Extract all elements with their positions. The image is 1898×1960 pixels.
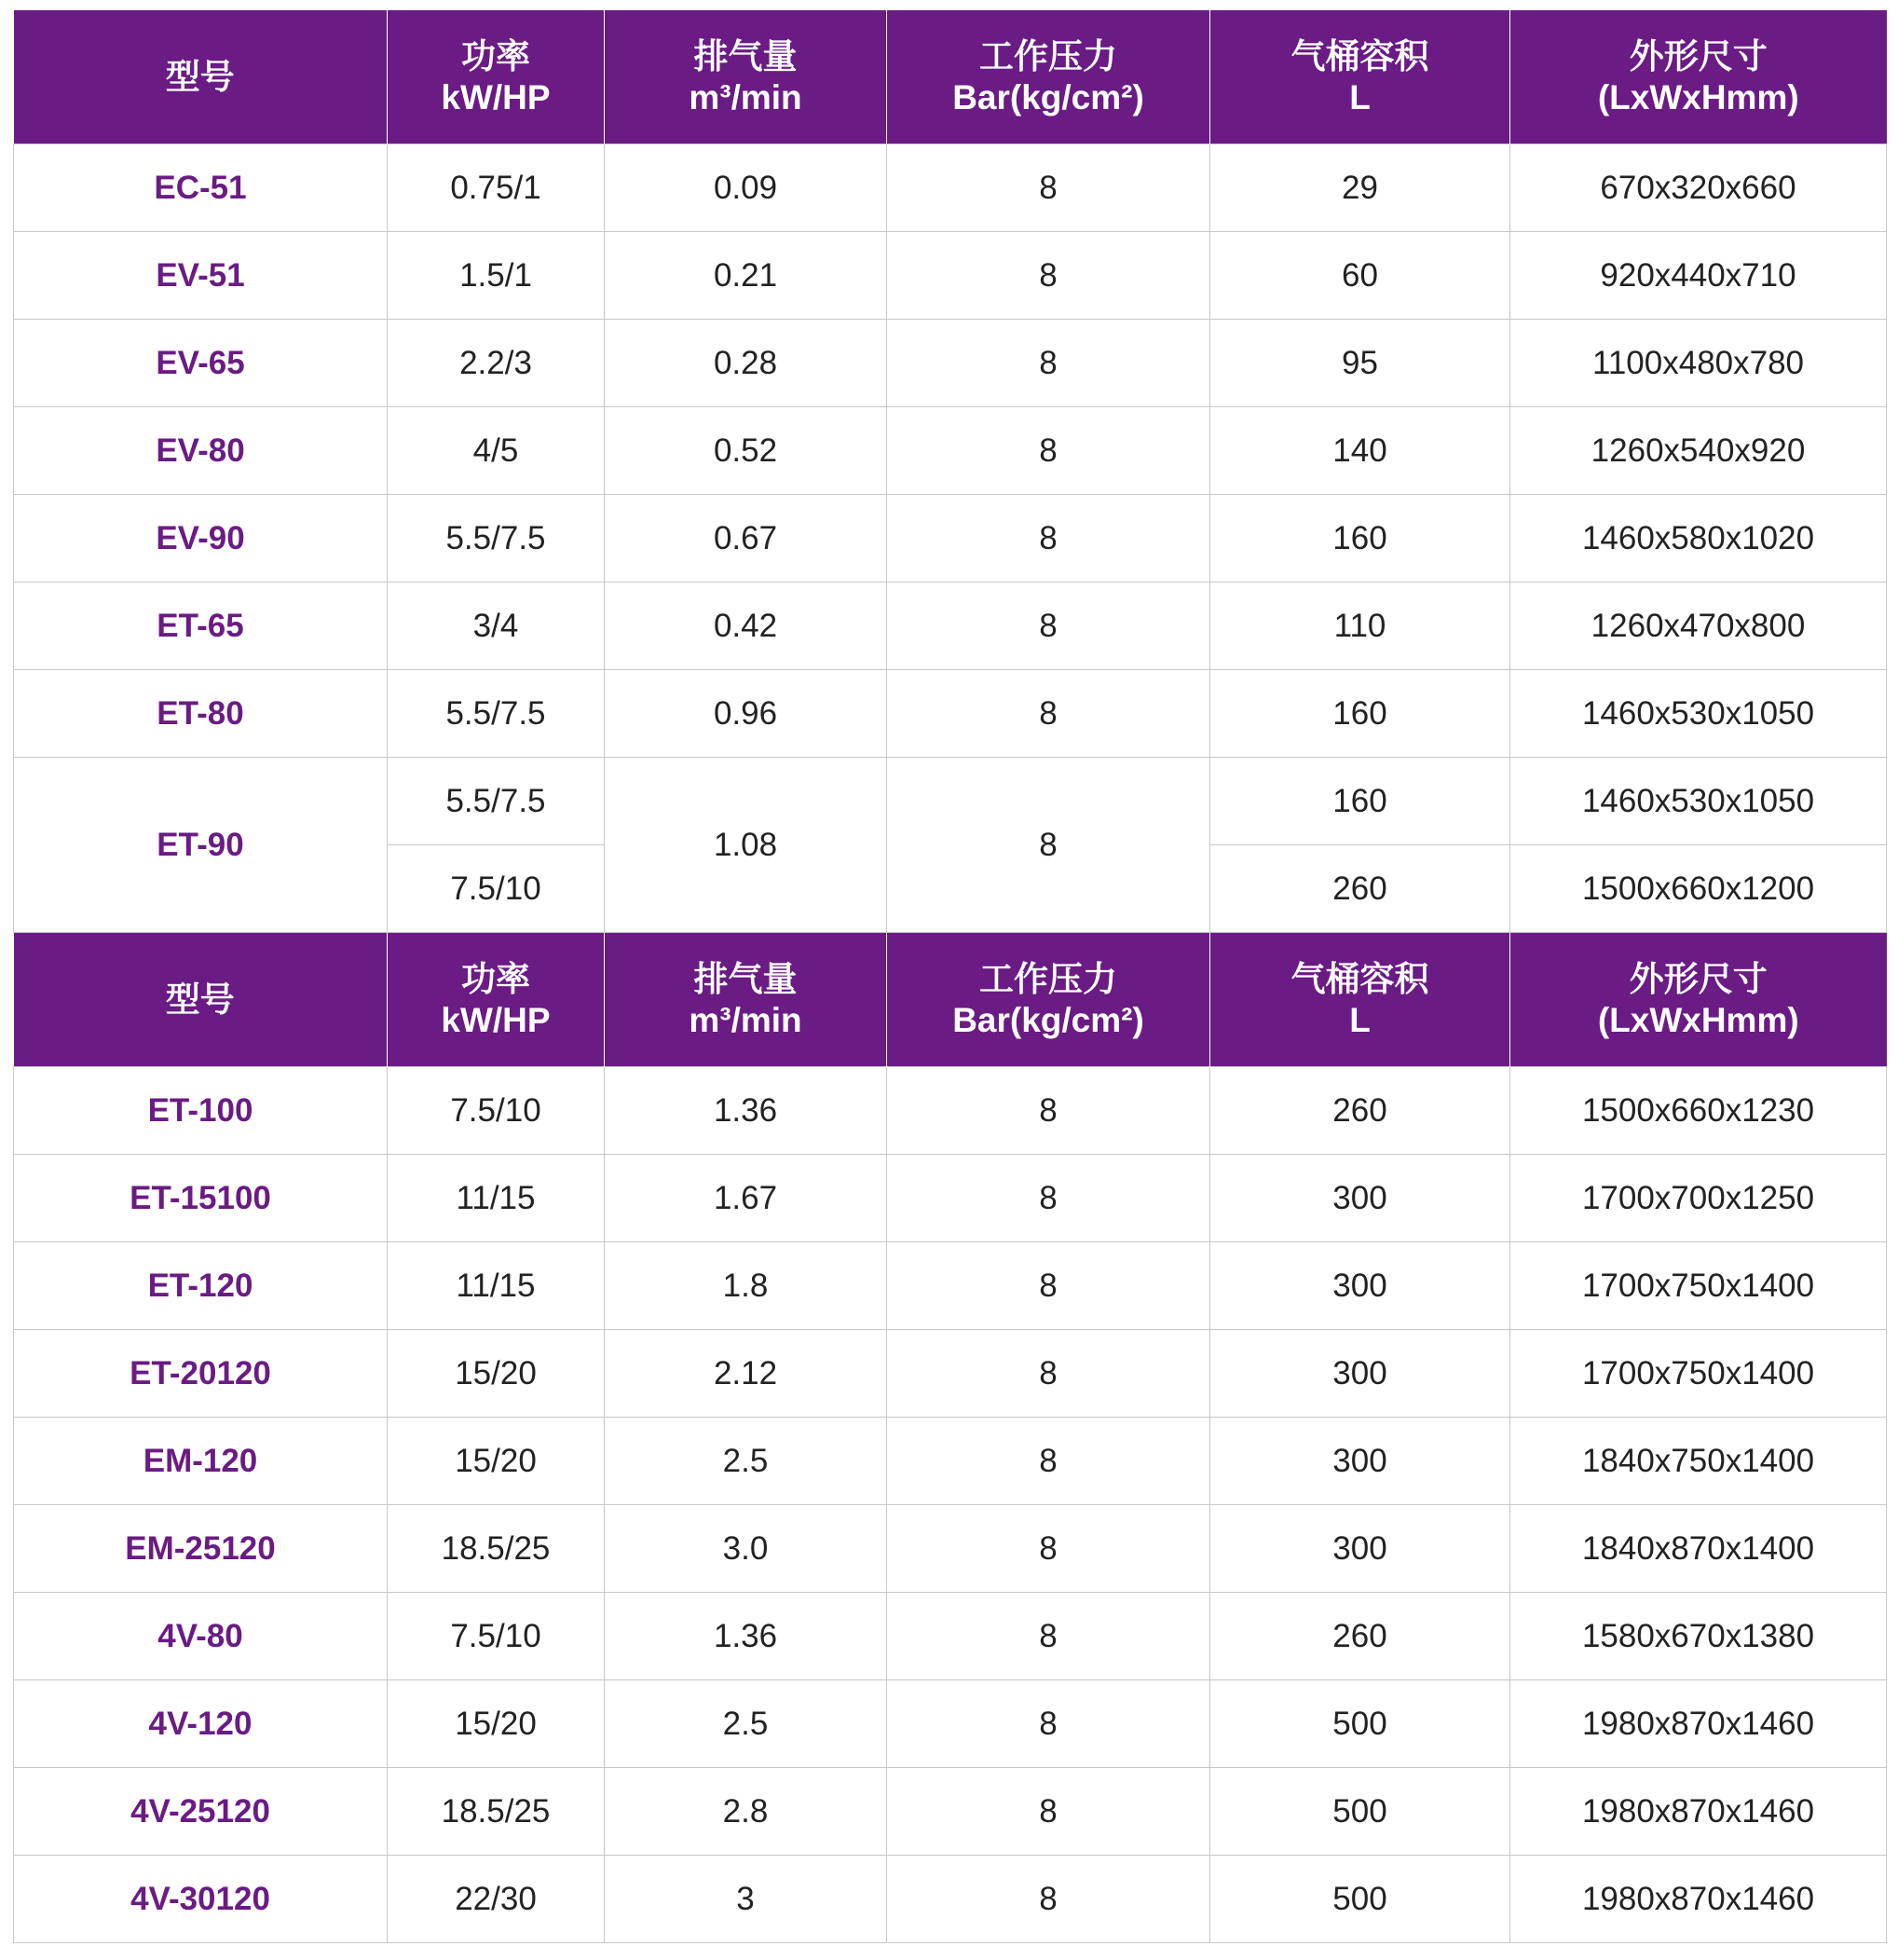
tank-cell: 260 (1210, 845, 1510, 933)
table-row (14, 1155, 1887, 1242)
header-dimensions-label: 外形尺寸 (1629, 959, 1768, 998)
header-tank-unit: L (1349, 77, 1371, 117)
tank-cell: 300 (1210, 1242, 1510, 1330)
header-model-label: 型号 (165, 57, 235, 96)
header-power-label: 功率 (461, 959, 530, 998)
dimensions-cell: 1980x870x1460 (1510, 1856, 1887, 1943)
header-displacement-unit: m³/min (689, 77, 802, 117)
pressure-cell: 8 (887, 1155, 1210, 1242)
power-cell: 18.5/25 (388, 1505, 605, 1593)
dimensions-cell: 1260x470x800 (1510, 583, 1887, 670)
pressure-cell: 8 (887, 407, 1210, 495)
dimensions-cell: 1840x870x1400 (1510, 1505, 1887, 1593)
header-tank (1210, 10, 1510, 144)
dimensions-cell: 670x320x660 (1510, 144, 1887, 232)
table-row (14, 1768, 1887, 1856)
pressure-cell: 8 (887, 758, 1210, 933)
pressure-cell: 8 (887, 1856, 1210, 1943)
tank-cell: 300 (1210, 1418, 1510, 1505)
power-cell: 7.5/10 (388, 1067, 605, 1155)
model-cell: EV-90 (14, 495, 388, 583)
power-cell: 4/5 (388, 407, 605, 495)
dimensions-cell: 1580x670x1380 (1510, 1593, 1887, 1680)
pressure-cell: 8 (887, 1242, 1210, 1330)
tank-cell: 160 (1210, 670, 1510, 758)
dimensions-cell: 920x440x710 (1510, 232, 1887, 320)
table-row (14, 495, 1887, 583)
header-dimensions (1510, 10, 1887, 144)
dimensions-cell: 1980x870x1460 (1510, 1680, 1887, 1768)
dimensions-cell: 1500x660x1230 (1510, 1067, 1887, 1155)
model-cell: ET-65 (14, 583, 388, 670)
dimensions-cell: 1980x870x1460 (1510, 1768, 1887, 1856)
table-row (14, 1680, 1887, 1768)
table-row (14, 1593, 1887, 1680)
model-cell: ET-90 (14, 758, 388, 933)
table-row (14, 232, 1887, 320)
header-row (14, 10, 1887, 144)
tank-cell: 500 (1210, 1856, 1510, 1943)
header-row (14, 933, 1887, 1067)
displacement-cell: 1.67 (605, 1155, 887, 1242)
power-cell: 1.5/1 (388, 232, 605, 320)
dimensions-cell: 1260x540x920 (1510, 407, 1887, 495)
power-cell: 5.5/7.5 (388, 495, 605, 583)
table-row (14, 1067, 1887, 1155)
displacement-cell: 2.5 (605, 1680, 887, 1768)
header-dimensions-unit: (LxWxHmm) (1597, 1000, 1799, 1039)
tank-cell: 260 (1210, 1067, 1510, 1155)
dimensions-cell: 1100x480x780 (1510, 320, 1887, 407)
pressure-cell: 8 (887, 583, 1210, 670)
model-cell: ET-20120 (14, 1330, 388, 1418)
power-cell: 7.5/10 (388, 1593, 605, 1680)
header-displacement (605, 10, 887, 144)
header-displacement-label: 排气量 (693, 959, 798, 998)
displacement-cell: 0.96 (605, 670, 887, 758)
model-cell: 4V-120 (14, 1680, 388, 1768)
pressure-cell: 8 (887, 495, 1210, 583)
power-cell: 15/20 (388, 1418, 605, 1505)
power-cell: 0.75/1 (388, 144, 605, 232)
model-cell: ET-120 (14, 1242, 388, 1330)
power-cell: 11/15 (388, 1242, 605, 1330)
power-cell: 18.5/25 (388, 1768, 605, 1856)
header-pressure-label: 工作压力 (979, 36, 1117, 75)
pressure-cell: 8 (887, 670, 1210, 758)
header-pressure (887, 10, 1210, 144)
displacement-cell: 3.0 (605, 1505, 887, 1593)
tank-cell: 500 (1210, 1768, 1510, 1856)
header-displacement-label: 排气量 (693, 36, 798, 75)
header-dimensions (1510, 933, 1887, 1067)
model-cell: EV-80 (14, 407, 388, 495)
power-cell: 15/20 (388, 1680, 605, 1768)
header-power-unit: kW/HP (441, 1000, 551, 1039)
displacement-cell: 2.5 (605, 1418, 887, 1505)
displacement-cell: 0.28 (605, 320, 887, 407)
header-displacement (605, 933, 887, 1067)
header-power (388, 10, 605, 144)
displacement-cell: 1.36 (605, 1593, 887, 1680)
pressure-cell: 8 (887, 1505, 1210, 1593)
table-row (14, 758, 1887, 845)
pressure-cell: 8 (887, 144, 1210, 232)
dimensions-cell: 1700x700x1250 (1510, 1155, 1887, 1242)
model-cell: 4V-80 (14, 1593, 388, 1680)
displacement-cell: 2.12 (605, 1330, 887, 1418)
tank-cell: 95 (1210, 320, 1510, 407)
model-cell: 4V-25120 (14, 1768, 388, 1856)
model-cell: ET-15100 (14, 1155, 388, 1242)
dimensions-cell: 1460x530x1050 (1510, 670, 1887, 758)
power-cell: 11/15 (388, 1155, 605, 1242)
tank-cell: 60 (1210, 232, 1510, 320)
tank-cell: 29 (1210, 144, 1510, 232)
header-power (388, 933, 605, 1067)
tank-cell: 140 (1210, 407, 1510, 495)
pressure-cell: 8 (887, 232, 1210, 320)
model-cell: ET-100 (14, 1067, 388, 1155)
power-cell: 15/20 (388, 1330, 605, 1418)
displacement-cell: 2.8 (605, 1768, 887, 1856)
power-cell: 2.2/3 (388, 320, 605, 407)
pressure-cell: 8 (887, 1330, 1210, 1418)
displacement-cell: 0.67 (605, 495, 887, 583)
displacement-cell: 1.08 (605, 758, 887, 933)
table-row (14, 1418, 1887, 1505)
header-tank-unit: L (1349, 1000, 1371, 1039)
model-cell: EM-25120 (14, 1505, 388, 1593)
header-tank-label: 气桶容积 (1290, 959, 1429, 998)
power-cell: 7.5/10 (388, 845, 605, 933)
header-power-unit: kW/HP (441, 77, 551, 117)
header-model (14, 10, 388, 144)
model-cell: 4V-30120 (14, 1856, 388, 1943)
model-cell: EV-51 (14, 232, 388, 320)
tank-cell: 300 (1210, 1155, 1510, 1242)
table-row (14, 1505, 1887, 1593)
header-tank-label: 气桶容积 (1290, 36, 1429, 75)
power-cell: 3/4 (388, 583, 605, 670)
header-pressure (887, 933, 1210, 1067)
displacement-cell: 0.09 (605, 144, 887, 232)
pressure-cell: 8 (887, 1593, 1210, 1680)
tank-cell: 300 (1210, 1330, 1510, 1418)
dimensions-cell: 1840x750x1400 (1510, 1418, 1887, 1505)
dimensions-cell: 1460x580x1020 (1510, 495, 1887, 583)
dimensions-cell: 1460x530x1050 (1510, 758, 1887, 845)
model-cell: ET-80 (14, 670, 388, 758)
compressor-spec-table (13, 10, 1887, 1943)
model-cell: EC-51 (14, 144, 388, 232)
header-tank (1210, 933, 1510, 1067)
tank-cell: 160 (1210, 495, 1510, 583)
header-displacement-unit: m³/min (689, 1000, 802, 1039)
tank-cell: 500 (1210, 1680, 1510, 1768)
table-row (14, 320, 1887, 407)
table-row (14, 144, 1887, 232)
power-cell: 5.5/7.5 (388, 758, 605, 845)
tank-cell: 300 (1210, 1505, 1510, 1593)
header-dimensions-label: 外形尺寸 (1629, 36, 1768, 75)
model-cell: EV-65 (14, 320, 388, 407)
displacement-cell: 1.36 (605, 1067, 887, 1155)
table-row (14, 1330, 1887, 1418)
header-pressure-unit: Bar(kg/cm²) (952, 77, 1144, 117)
tank-cell: 160 (1210, 758, 1510, 845)
header-model (14, 933, 388, 1067)
header-power-label: 功率 (461, 36, 530, 75)
displacement-cell: 0.21 (605, 232, 887, 320)
spec-table-container (13, 10, 1886, 1943)
model-cell: EM-120 (14, 1418, 388, 1505)
pressure-cell: 8 (887, 320, 1210, 407)
table-row (14, 407, 1887, 495)
displacement-cell: 0.52 (605, 407, 887, 495)
table-row (14, 670, 1887, 758)
pressure-cell: 8 (887, 1768, 1210, 1856)
tank-cell: 110 (1210, 583, 1510, 670)
dimensions-cell: 1700x750x1400 (1510, 1242, 1887, 1330)
pressure-cell: 8 (887, 1680, 1210, 1768)
power-cell: 5.5/7.5 (388, 670, 605, 758)
header-dimensions-unit: (LxWxHmm) (1597, 77, 1799, 117)
spec-table-body (14, 10, 1887, 1943)
table-row (14, 1856, 1887, 1943)
displacement-cell: 3 (605, 1856, 887, 1943)
dimensions-cell: 1700x750x1400 (1510, 1330, 1887, 1418)
power-cell: 22/30 (388, 1856, 605, 1943)
header-pressure-unit: Bar(kg/cm²) (952, 1000, 1144, 1039)
header-model-label: 型号 (165, 980, 235, 1019)
header-pressure-label: 工作压力 (979, 959, 1117, 998)
dimensions-cell: 1500x660x1200 (1510, 845, 1887, 933)
displacement-cell: 1.8 (605, 1242, 887, 1330)
pressure-cell: 8 (887, 1418, 1210, 1505)
displacement-cell: 0.42 (605, 583, 887, 670)
tank-cell: 260 (1210, 1593, 1510, 1680)
table-row (14, 583, 1887, 670)
pressure-cell: 8 (887, 1067, 1210, 1155)
table-row (14, 1242, 1887, 1330)
